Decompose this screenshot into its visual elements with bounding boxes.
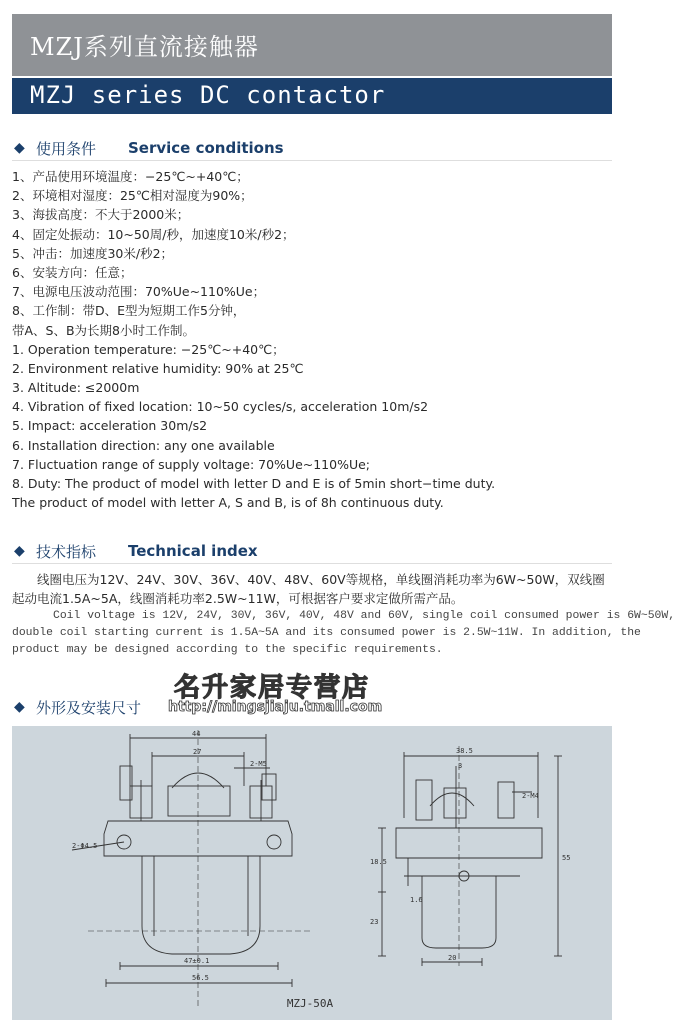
list-item: 5. Impact: acceleration 30m/s2: [12, 418, 208, 434]
list-item: 3. Altitude: ≤2000m: [12, 380, 140, 396]
watermark-text: 名升家居专营店: [174, 673, 371, 703]
technical-text-chinese: [12, 570, 622, 608]
section-heading-technical: [12, 541, 612, 564]
title-banner-english: [12, 78, 612, 114]
technical-text-english: [12, 608, 700, 659]
dim-label: 44: [192, 730, 201, 738]
list-item: 4. Vibration of fixed location: 10~50 cycles/s, acceleration 10m/s2: [12, 399, 429, 415]
paragraph-line: double coil starting current is 1.5A~5A and its consumed power is 2.5W~11W. In addition, the: [12, 627, 641, 639]
list-item: 7、电源电压波动范围：70%Ue~110%Ue；: [12, 284, 266, 300]
diamond-bullet-icon: ◆: [14, 543, 25, 559]
list-item: 2. Environment relative humidity: 90% at 25℃: [12, 360, 304, 376]
list-item: 1、产品使用环境温度：−25℃~+40℃；: [12, 169, 249, 184]
list-item: 5、冲击：加速度30米/秒2；: [12, 245, 174, 261]
dim-label: 27: [193, 748, 202, 756]
section-title-chinese: 外形及安装尺寸: [36, 699, 142, 717]
section-title-english: Service conditions: [128, 139, 284, 157]
diamond-bullet-icon: ◆: [14, 140, 25, 156]
list-item: 8、工作制：带D、E型为短期工作5分钟，: [12, 303, 246, 319]
section-title-english: Technical index: [128, 542, 258, 560]
store-watermark: [168, 667, 388, 727]
list-item: The product of model with letter A, S and B, is of 8h continuous duty.: [12, 495, 444, 511]
list-item: 7. Fluctuation range of supply voltage: 70%Ue~110%Ue;: [12, 456, 371, 472]
list-item: 1. Operation temperature: −25℃~+40℃；: [12, 341, 285, 357]
watermark-url: http://mingsjiaju.tmall.com: [168, 699, 383, 715]
dim-label: 2-M4: [522, 792, 539, 800]
list-item: 2、环境相对湿度：25℃相对湿度为90%；: [12, 188, 253, 204]
page-title-chinese: MZJ系列直流接触器: [30, 33, 259, 61]
paragraph-line: Coil voltage is 12V, 24V, 30V, 36V, 40V, 48V and 60V, single coil consumed power is 6W~50W,: [12, 610, 676, 622]
diamond-bullet-icon: ◆: [14, 699, 25, 715]
service-conditions-list: [12, 167, 632, 512]
page-title-english: MZJ series DC contactor: [30, 81, 386, 109]
list-item: 8. Duty: The product of model with letter D and E is of 5min short−time duty.: [12, 476, 496, 491]
dim-label: 56.5: [192, 974, 209, 982]
section-title-chinese: 技术指标: [36, 543, 97, 561]
list-item: 4、固定处振动：10~50周/秒，加速度10米/秒2；: [12, 226, 295, 242]
paragraph-line: product may be designed according to the specific requirements.: [12, 644, 443, 656]
dim-label: 20: [448, 954, 457, 962]
list-item: 3、海拔高度：不大于2000米；: [12, 207, 190, 223]
paragraph-line: 起动电流1.5A~5A，线圈消耗功率2.5W~11W，可根据客户要求定做所需产品。: [12, 591, 464, 606]
section-title-chinese: 使用条件: [36, 140, 97, 158]
dim-label: 38.5: [456, 747, 473, 755]
paragraph-line: 线圈电压为12V、24V、30V、36V、40V、48V、60V等规格，单线圈消耗功率为6W~50W，双线圈: [37, 572, 605, 587]
technical-drawing-svg: [12, 726, 612, 1020]
dim-label: 3: [458, 762, 463, 770]
dim-label: 2-M5: [250, 760, 267, 768]
dim-label: 18.5: [370, 858, 387, 866]
dim-label: 47±0.1: [184, 957, 210, 965]
list-item: 6. Installation direction: any one available: [12, 437, 275, 453]
title-banner-chinese: [12, 14, 612, 76]
list-item: 6、安装方向：任意；: [12, 264, 133, 280]
dimension-drawing: [12, 726, 612, 1020]
model-label: MZJ-50A: [286, 997, 334, 1010]
dim-label: 55: [562, 854, 571, 862]
section-heading-service: [12, 138, 612, 161]
dim-label: 1.6: [410, 896, 423, 904]
dim-label: 23: [370, 918, 379, 926]
dim-label: 2-Φ4.5: [72, 842, 98, 850]
list-item: 带A、S、B为长期8小时工作制。: [12, 322, 196, 338]
